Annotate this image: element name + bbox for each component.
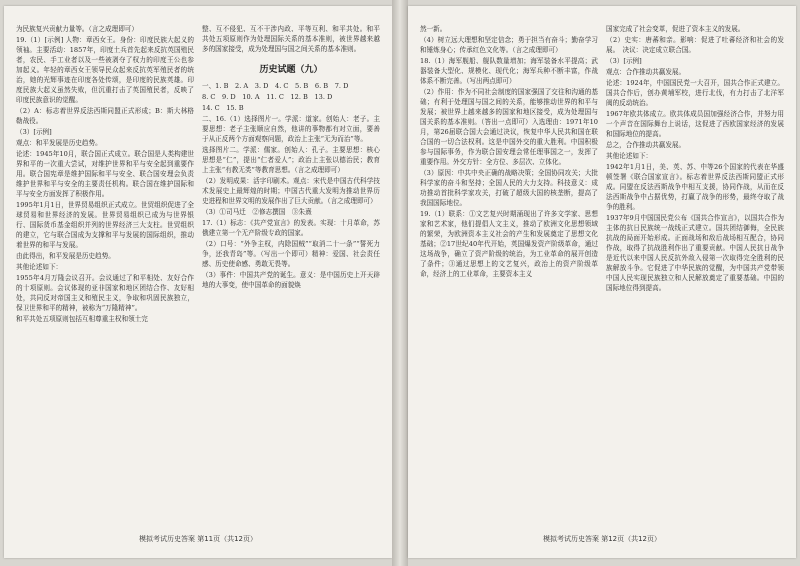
answer-paragraph: （4）树立远大理想和坚定信念；勇于担当有奋斗；勤奋学习和锤炼身心；传承红色文化等。（言之成理即可）	[420, 36, 598, 54]
answer-paragraph: 14. C 15. B	[202, 104, 244, 112]
section-title: 历史试题（九）	[259, 65, 323, 75]
page-12-column-1	[420, 24, 598, 518]
answer-paragraph: 其他论述如下：	[606, 152, 653, 160]
answer-paragraph: 17.（1）标志：《共产党宣言》的发表。实现：十月革命，苏俄建立第一个无产阶级专政的国家。	[202, 219, 380, 237]
answer-paragraph: 然一新。	[420, 25, 447, 33]
answer-paragraph: 观点：合作推动共赢发展。	[606, 68, 686, 76]
answer-paragraph: 由此得出，和平发展是历史趋势。	[16, 252, 115, 260]
page-11-column-2	[202, 24, 380, 518]
page-11	[4, 6, 392, 558]
book-gutter	[392, 0, 408, 566]
answer-paragraph: 总之，合作推动共赢发展。	[606, 141, 686, 149]
page-footer: 模拟考试历史答案 第11页（共12页）	[138, 535, 258, 543]
answer-paragraph: （2）史实：唐蕃和亲。影响：促进了吐蕃经济和社会的发展。 决议：决定成立联合国。	[606, 36, 784, 54]
page-footer: 模拟考试历史答案 第12页（共12页）	[542, 535, 662, 543]
answer-paragraph: （3）①司马迁 ②修志撰国 ③朱熹	[202, 208, 312, 216]
answer-paragraph: 其他论述如下：	[16, 263, 63, 271]
answer-paragraph: 1967年欧共体成立。欧共体成员国加强经济合作，并努力用一个声音在国际舞台上说话，这促进了西欧国家经济的发展和国际地位的提高。	[606, 110, 784, 138]
answer-paragraph: 一、1. B 2. A 3. D 4. C 5. B 6. B 7. D	[202, 82, 349, 90]
answer-paragraph: 论述：1945年10月，联合国正式成立。联合国是人类构建世界和平的一次重大尝试，对维护世界和平与安全起到重要作用。联合国宪章是维护国际和平与安全、联合国安理会负责维护世界和平与安全的主要责任机构。联合国在维护国际和平与安全方面发挥了积极作用。	[16, 150, 194, 198]
answer-paragraph: （2）发明成果：活字印刷术。观点：宋代是中国古代科学技术发展史上最辉煌的时期；中国古代重大发明为推动世界历史进程和世界文明的发展作出了巨大贡献。（言之成理即可）	[202, 177, 380, 205]
answer-paragraph: 1937年9月中国国民党公布《国共合作宣言》，以国共合作为主体的抗日民族统一战线正式建立。国共团结御侮，全民族抗战的局面开始形成。正面战场和敌后战场相互配合，协同作战，取得了抗战胜利作出了重要贡献。中国人民抗日战争是近代以来中国人民反抗外敌入侵第一次取得完全胜利的民族解放斗争。它促进了中华民族的觉醒，为中国共产党带领中国人民实现民族独立和人民解放奠定了重要基础。中国的国际地位得到提高。	[606, 214, 784, 292]
answer-paragraph: 1995年1月1日，世界贸易组织正式成立。世贸组织促进了全球贸易和世界经济的发展。世界贸易组织已成为与世界银行、国际货币基金组织并列的世界经济三大支柱。世贸组织的建立，它与联合国成为支撑和平与发展的国际组织，推动着世界的和平与发展。	[16, 201, 194, 249]
page-12	[408, 6, 796, 558]
answer-paragraph: 和平共处五项原则包括互相尊重主权和领土完	[16, 315, 148, 323]
answer-paragraph: （3）[示例]	[606, 57, 642, 65]
answer-paragraph: （3）原因：中共中央正确的战略决策；全国协同攻关；大批科学家的奋斗和坚持；全国人民的大力支持。科技意义：成功推动首批科学家攻关，打破了超级大国的核垄断，提高了我国国际地位。	[420, 169, 598, 207]
answer-paragraph: 为民族复兴贡献力量等。（言之成理即可）	[16, 25, 138, 33]
answer-paragraph: （2）口号：“外争主权，内除国贼”“取消二十一条”“誓死力争，还我青岛”等。（写出一个即可）精神：爱国、社会责任感、历史使命感、勇敢无畏等。	[202, 240, 380, 268]
answer-paragraph: 8. C 9. D 10. A 11. C 12. B 13. D	[202, 93, 333, 101]
answer-paragraph: 19.（1）联系：①文艺复兴时期涌现出了许多文学家、思想家和艺术家，他们提倡人文主义，推动了欧洲文化思想领域的繁荣，为欧洲资本主义社会的产生和发展奠定了思想文化基础；②17世纪40年代开始，英国爆发资产阶级革命，通过这场战争，确立了资产阶级的统治，为工业革命的展开创造了条件；③通过思想上的文艺复兴，政治上的资产阶级革命，经济上的工业革命，主要资本主义	[420, 210, 598, 278]
answer-paragraph: 二、16.（1）选择图片一。学派：道家。创始人：老子。主要思想：老子主张顺应自然，他讲的事物都有对立面，要善于从正反两个方面观察问题，政治上主张“无为而治”等。	[202, 115, 380, 143]
answer-paragraph: （3）事件：中国共产党的诞生。意义：是中国历史上开天辟地的大事变，使中国革命的面貌焕	[202, 271, 380, 289]
answer-paragraph: 1942年1月1日，美、英、苏、中等26个国家的代表在华盛顿签署《联合国家宣言》。标志着世界反法西斯同盟正式形成。同盟在反法西斯战争中相互支援，协同作战，从而在反法西斯战争中占据优势，打赢了战争的形势，最终夺取了战争的胜利。	[606, 163, 784, 211]
page-11-column-1	[16, 24, 194, 518]
page-12-column-2	[606, 24, 784, 518]
answer-paragraph: 国家完成了社会变革，促进了资本主义的发展。	[606, 25, 745, 33]
answer-paragraph: 18.（1）海军舰船、舰队数量增加；海军装备水平提高；武器装备大型化、规模化、现代化；海军兵种不断丰富，作战体系不断完善。（写出两点即可）	[420, 57, 598, 85]
answer-paragraph: 选择图片二。学派：儒家。创始人：孔子。主要思想：核心思想是“仁”，提出“仁者爱人”；政治上主张以德治民；教育上主张“有教无类”等教育思想。（言之成理即可）	[202, 146, 380, 174]
answer-paragraph: 19.（1）[示例] 人物：章西女王。身份：印度民族大起义的领袖。主要活动：1857年，印度土兵首先起来反抗英国殖民者，农民、手工业者以及一些被剥夺了权力的印度王公也参加起义。年轻的章西女王领导民众起来反抗英军殖民者的统治，她的光辉事迹在印度各处传颂，是印度的民族英雄。印度民族大起义虽然失败，但沉重打击了英国殖民者，反映了印度民族意识的觉醒。	[16, 36, 194, 104]
answer-paragraph: 整、互不侵犯、互不干涉内政、平等互利、和平共处。和平共处五项原则作为处理国际关系的基本准则，被世界越来越多的国家接受，成为处理国与国之间关系的基本准则。	[202, 25, 380, 53]
answer-paragraph: 1955年4月万隆会议召开。会议通过了和平相处、友好合作的十项原则。会议体现的亚非国家和地区团结合作、友好相处，共同反对帝国主义和殖民主义，争取和巩固民族独立，保卫世界和平的精神，被称为“万隆精神”。	[16, 274, 194, 312]
answer-paragraph: 观点：和平发展是历史趋势。	[16, 139, 102, 147]
answer-paragraph: 论述：1924年，中国国民党一大召开，国共合作正式建立。国共合作后，创办黄埔军校，进行北伐，有力打击了北洋军阀的反动统治。	[606, 79, 784, 107]
answer-paragraph: （3）[示例]	[16, 128, 52, 136]
answer-paragraph: （2）作用：作为不同社会制度的国家强国了交往和沟通的基础；有利于处理国与国之间的关系，能够推动世界的和平与发展；被世界上越来越多的国家和地区接受，成为处理国与国关系的基本准则。（答出一点即可）入选理由：1971年10月，第26届联合国大会通过决议，恢复中华人民共和国在联合国的一切合法权利。这是中国外交的重大胜利。中国积极参与国际事务，作为联合国安理会常任理事国之一，发挥了重要作用。外交方针：全方位、多层次、立体化。	[420, 88, 598, 166]
answer-paragraph: （2）A：标志着世界反法西斯同盟正式形成；B：斯大林格勒战役。	[16, 107, 194, 125]
